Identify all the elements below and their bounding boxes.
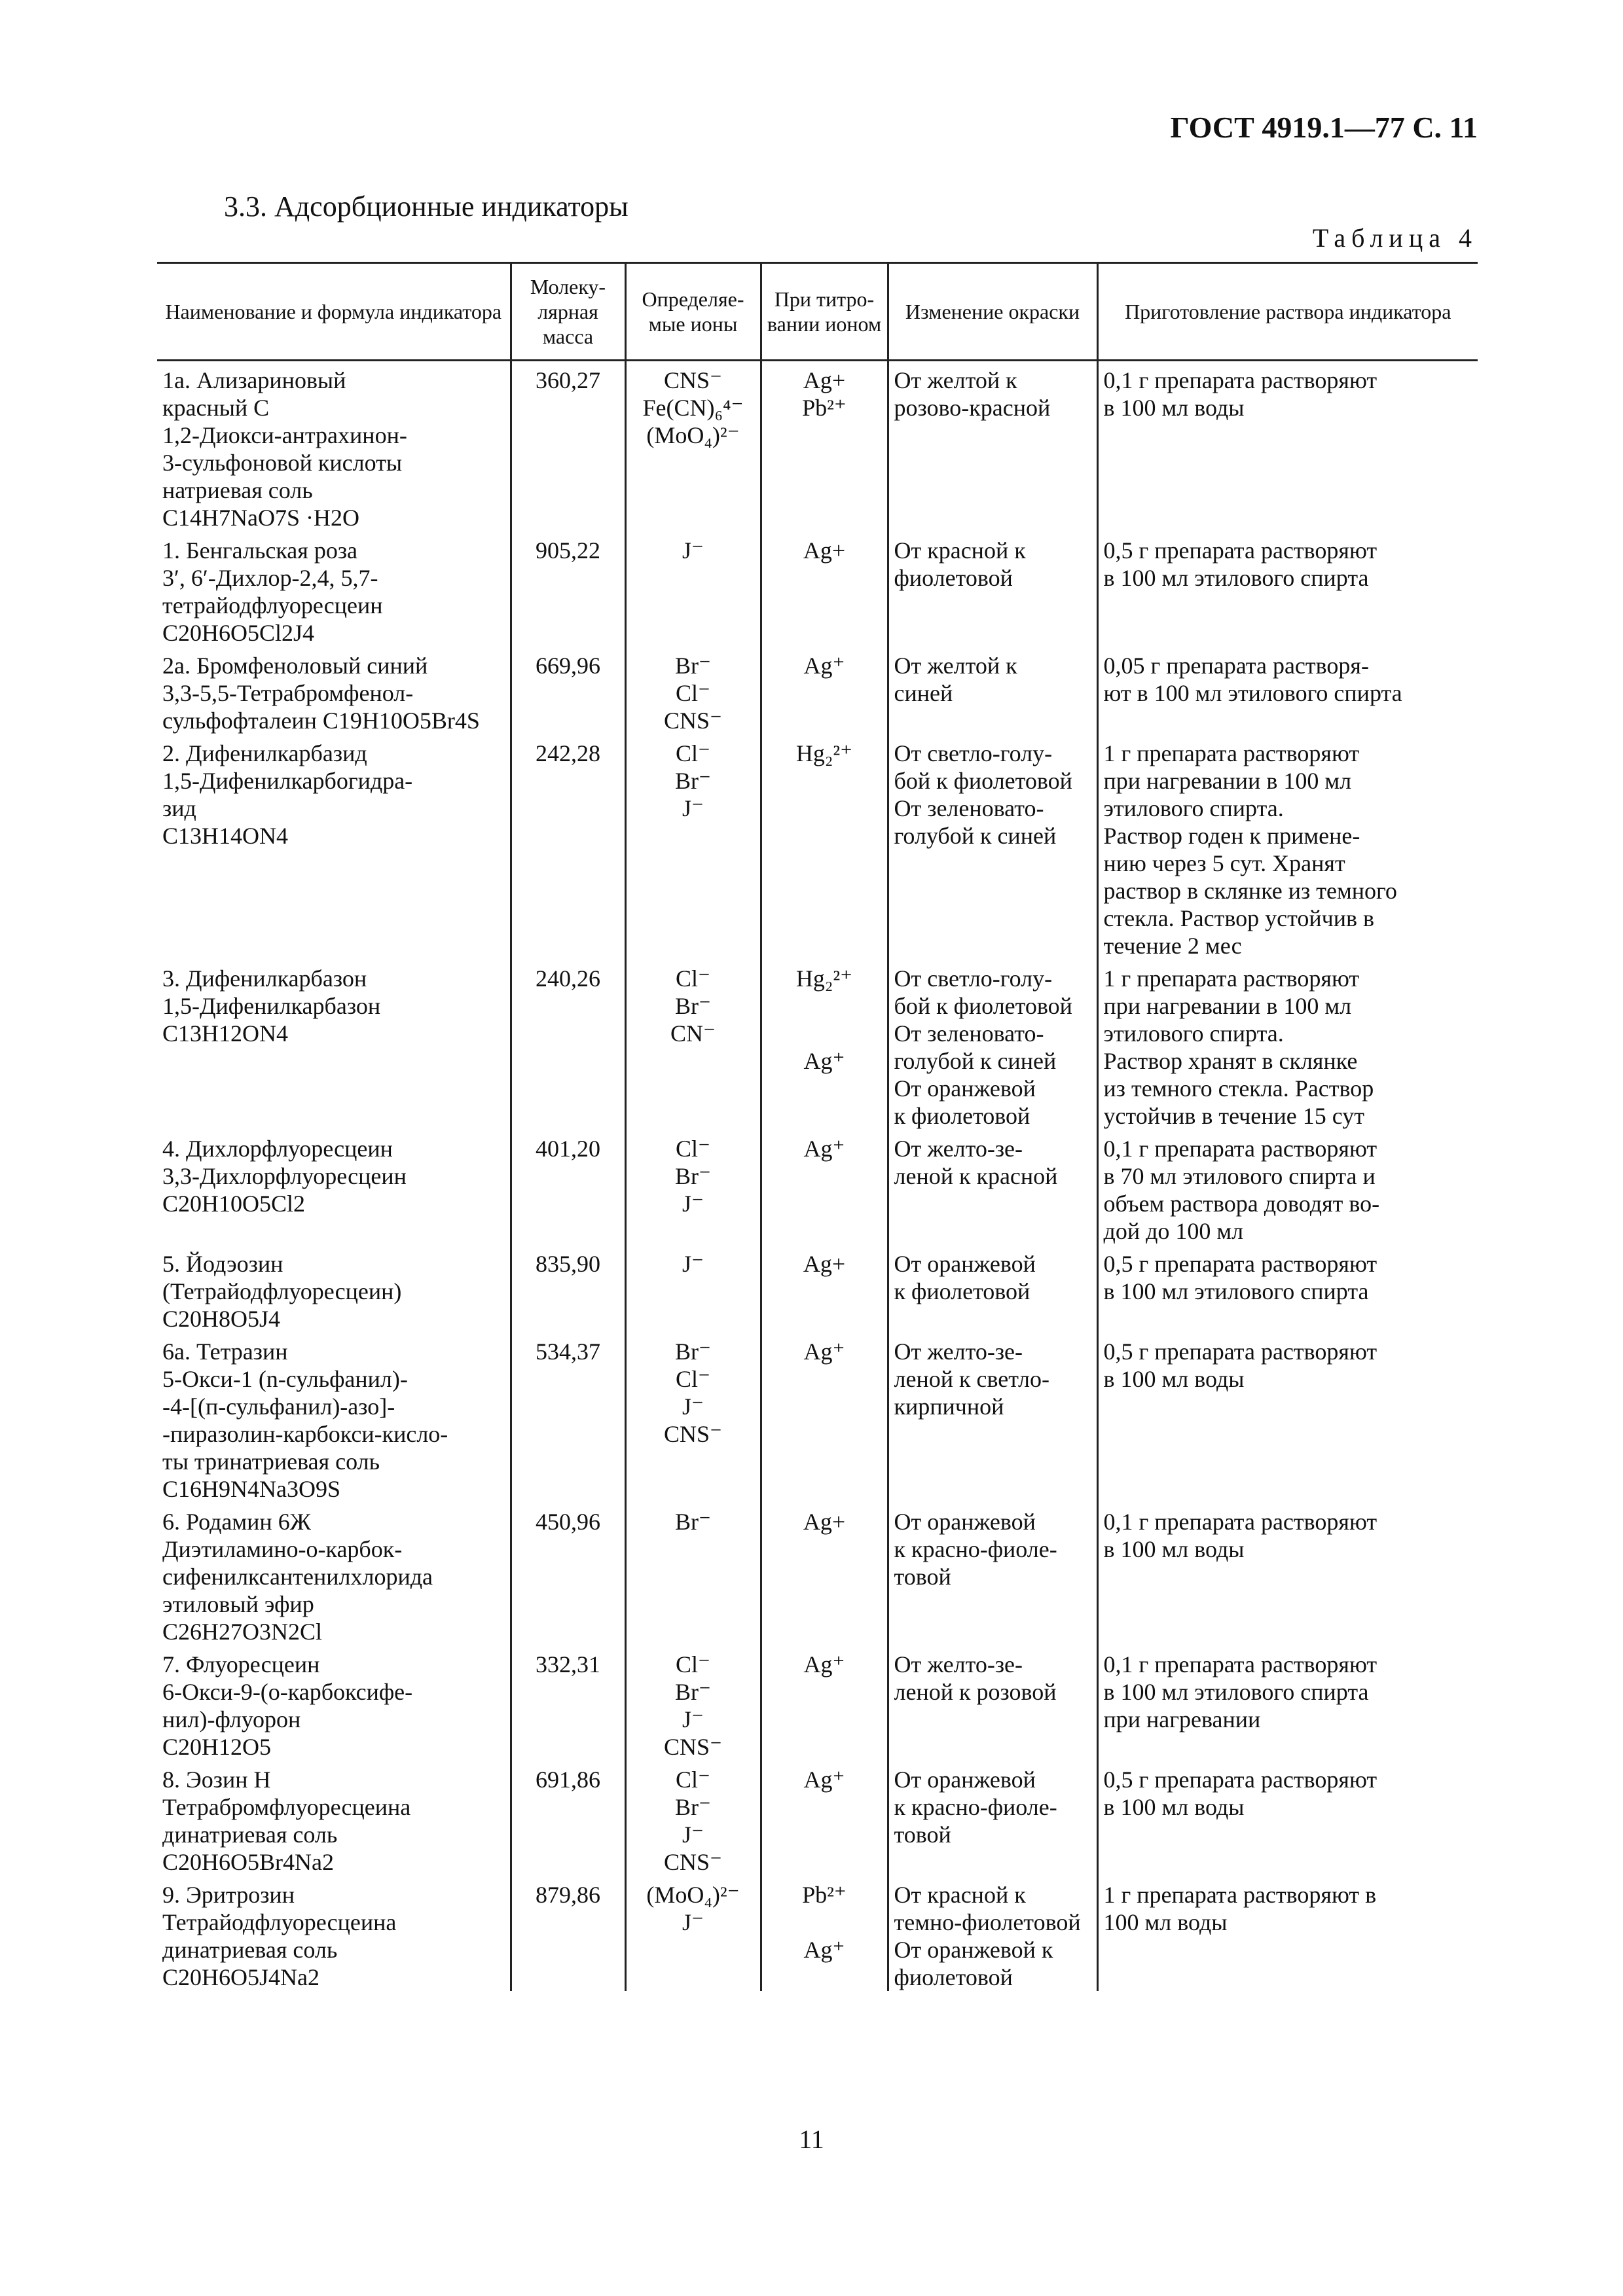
preparation-cell bbox=[1097, 1130, 1478, 1245]
preparation-cell bbox=[1097, 361, 1478, 532]
cell-line bbox=[767, 1020, 882, 1047]
cell-line: 6а. Тетразин bbox=[162, 1338, 288, 1365]
cell-line: 2а. Бромфеноловый синий bbox=[162, 653, 428, 679]
cell-line: Cl⁻ bbox=[675, 965, 710, 992]
preparation-cell bbox=[1097, 1333, 1478, 1503]
indicator-name-cell bbox=[157, 1503, 511, 1645]
cell-line: Ag⁺ bbox=[803, 1767, 845, 1793]
cell-line: (MoO₄)²⁻ bbox=[646, 422, 740, 448]
cell-line bbox=[767, 992, 882, 1020]
cell-line: 360,27 bbox=[536, 367, 600, 393]
preparation-cell bbox=[1097, 1876, 1478, 1991]
molecular-mass-cell bbox=[511, 1333, 625, 1503]
cell-line: 242,28 bbox=[536, 740, 600, 766]
cell-line: 8. Эозин Н bbox=[162, 1767, 271, 1793]
cell-line: 1 г препарата растворяют в bbox=[1103, 1882, 1377, 1908]
determined-ions-cell bbox=[625, 734, 761, 960]
color-change-cell bbox=[888, 734, 1097, 960]
cell-line: От красной к bbox=[894, 1882, 1026, 1908]
cell-line: нил)-флуорон bbox=[162, 1706, 301, 1732]
cell-line: C20H6O5Cl2J4 bbox=[162, 620, 315, 646]
table-row bbox=[157, 1245, 1478, 1333]
cell-line: 0,1 г препарата растворяют bbox=[1103, 1136, 1377, 1162]
cell-line: 100 мл воды bbox=[1103, 1909, 1228, 1935]
cell-line: Br⁻ bbox=[674, 1679, 711, 1705]
col-header-preparation: Приготовление раствора индикатора bbox=[1097, 263, 1478, 361]
cell-line: От желто-зе- bbox=[894, 1136, 1023, 1162]
cell-line: C20H8O5J4 bbox=[162, 1306, 281, 1332]
cell-line: леной к розовой bbox=[894, 1679, 1057, 1705]
cell-line: бой к фиолетовой bbox=[894, 993, 1072, 1019]
cell-line: Br⁻ bbox=[674, 1509, 711, 1535]
preparation-cell bbox=[1097, 960, 1478, 1130]
cell-line: 691,86 bbox=[536, 1767, 600, 1793]
cell-line: J⁻ bbox=[682, 1909, 704, 1935]
cell-line: Cl⁻ bbox=[675, 1651, 710, 1677]
cell-line: От желтой к bbox=[894, 653, 1017, 679]
col-header-color-change: Изменение окраски bbox=[888, 263, 1097, 361]
cell-line: CNS⁻ bbox=[663, 1734, 723, 1760]
indicator-name-cell bbox=[157, 1645, 511, 1761]
preparation-cell bbox=[1097, 1761, 1478, 1876]
cell-line: при нагревании bbox=[1103, 1706, 1261, 1732]
molecular-mass-cell bbox=[511, 1130, 625, 1245]
page-number: 11 bbox=[799, 2125, 824, 2154]
color-change-cell bbox=[888, 1876, 1097, 1991]
cell-line: 3,3-5,5-Тетрабромфенол- bbox=[162, 680, 414, 706]
cell-line: товой bbox=[894, 1821, 951, 1848]
cell-line: в 100 мл этилового спирта bbox=[1103, 1278, 1369, 1304]
cell-line: C20H12O5 bbox=[162, 1734, 272, 1760]
cell-line: фиолетовой bbox=[894, 1964, 1013, 1990]
table-row bbox=[157, 647, 1478, 734]
table-row bbox=[157, 531, 1478, 647]
determined-ions-cell bbox=[625, 1503, 761, 1645]
cell-line: в 100 мл этилового спирта bbox=[1103, 1679, 1369, 1705]
cell-line: C14H7NaO7S ·H2O bbox=[162, 505, 359, 531]
cell-line: Ag+ bbox=[803, 1509, 846, 1535]
cell-line: Раствор годен к примене- bbox=[1103, 823, 1360, 849]
cell-line: дой до 100 мл bbox=[1103, 1218, 1244, 1244]
color-change-cell bbox=[888, 1503, 1097, 1645]
cell-line: Br⁻ bbox=[674, 1163, 711, 1189]
cell-line: в 70 мл этилового спирта и bbox=[1103, 1163, 1376, 1189]
cell-line: От оранжевой bbox=[894, 1075, 1036, 1102]
cell-line: кирпичной bbox=[894, 1393, 1004, 1420]
cell-line: стекла. Раствор устойчив в bbox=[1103, 905, 1374, 931]
table-body bbox=[157, 361, 1478, 1992]
cell-line: J⁻ bbox=[682, 1191, 704, 1217]
cell-line: Fe(CN)₆⁴⁻ bbox=[642, 395, 744, 421]
cell-line: 0,5 г препарата растворяют bbox=[1103, 537, 1377, 564]
titrant-ion-cell bbox=[761, 1645, 888, 1761]
cell-line: в 100 мл воды bbox=[1103, 395, 1245, 421]
color-change-cell bbox=[888, 647, 1097, 734]
indicator-name-cell bbox=[157, 1761, 511, 1876]
cell-line: 0,5 г препарата растворяют bbox=[1103, 1338, 1377, 1365]
cell-line: Ag⁺ bbox=[803, 1048, 845, 1074]
cell-line: Тетрайодфлуоресцеина bbox=[162, 1909, 397, 1935]
cell-line: 0,1 г препарата растворяют bbox=[1103, 367, 1377, 393]
preparation-cell bbox=[1097, 1245, 1478, 1333]
cell-line: 534,37 bbox=[536, 1338, 600, 1365]
table-row bbox=[157, 361, 1478, 532]
table-row bbox=[157, 1645, 1478, 1761]
cell-line: 9. Эритрозин bbox=[162, 1882, 295, 1908]
cell-line: CNS⁻ bbox=[663, 1421, 723, 1447]
cell-line: 1,5-Дифенилкарбогидра- bbox=[162, 768, 413, 794]
titrant-ion-cell bbox=[761, 1245, 888, 1333]
cell-line: CNS⁻ bbox=[663, 1849, 723, 1875]
cell-line: темно-фиолетовой bbox=[894, 1909, 1081, 1935]
cell-line: 0,1 г препарата растворяют bbox=[1103, 1651, 1377, 1677]
cell-line: J⁻ bbox=[682, 537, 704, 564]
molecular-mass-cell bbox=[511, 1876, 625, 1991]
preparation-cell bbox=[1097, 647, 1478, 734]
titrant-ion-cell bbox=[761, 734, 888, 960]
titrant-ion-cell bbox=[761, 1876, 888, 1991]
page-header: ГОСТ 4919.1—77 С. 11 bbox=[1170, 111, 1478, 144]
col-header-titrant: При титро-вании ионом bbox=[761, 263, 888, 361]
cell-line: красный С bbox=[162, 395, 270, 421]
cell-line: От светло-голу- bbox=[894, 965, 1053, 992]
determined-ions-cell bbox=[625, 1333, 761, 1503]
cell-line: Hg₂²⁺ bbox=[795, 965, 853, 992]
cell-line: C16H9N4Na3O9S bbox=[162, 1476, 341, 1502]
determined-ions-cell bbox=[625, 361, 761, 532]
cell-line: Cl⁻ bbox=[675, 680, 710, 706]
cell-line: 401,20 bbox=[536, 1136, 600, 1162]
cell-line: CNS⁻ bbox=[663, 708, 723, 734]
cell-line: 7. Флуоресцеин bbox=[162, 1651, 320, 1677]
cell-line: 6-Окси-9-(о-карбоксифе- bbox=[162, 1679, 413, 1705]
determined-ions-cell bbox=[625, 647, 761, 734]
cell-line: этиловый эфир bbox=[162, 1591, 314, 1617]
cell-line: 0,5 г препарата растворяют bbox=[1103, 1767, 1377, 1793]
cell-line: Br⁻ bbox=[674, 1794, 711, 1820]
col-header-ions: Определяе-мые ионы bbox=[625, 263, 761, 361]
cell-line: C13H12ON4 bbox=[162, 1020, 289, 1047]
cell-line: Ag+ bbox=[803, 1251, 846, 1277]
preparation-cell bbox=[1097, 1645, 1478, 1761]
determined-ions-cell bbox=[625, 1761, 761, 1876]
indicator-name-cell bbox=[157, 531, 511, 647]
cell-line: От желтой к bbox=[894, 367, 1017, 393]
cell-line: C20H6O5Br4Na2 bbox=[162, 1849, 334, 1875]
cell-line: От красной к bbox=[894, 537, 1026, 564]
cell-line: От оранжевой к bbox=[894, 1937, 1053, 1963]
cell-line: 879,86 bbox=[536, 1882, 600, 1908]
determined-ions-cell bbox=[625, 1876, 761, 1991]
cell-line: От светло-голу- bbox=[894, 740, 1053, 766]
cell-line: От оранжевой bbox=[894, 1251, 1036, 1277]
cell-line: Диэтиламино-о-карбок- bbox=[162, 1536, 403, 1562]
cell-line: Cl⁻ bbox=[675, 740, 710, 766]
cell-line: J⁻ bbox=[682, 1393, 704, 1420]
cell-line: 3,3-Дихлорфлуоресцеин bbox=[162, 1163, 407, 1189]
cell-line: Cl⁻ bbox=[675, 1366, 710, 1392]
cell-line: Br⁻ bbox=[674, 768, 711, 794]
cell-line: бой к фиолетовой bbox=[894, 768, 1072, 794]
cell-line: 3. Дифенилкарбазон bbox=[162, 965, 367, 992]
determined-ions-cell bbox=[625, 531, 761, 647]
color-change-cell bbox=[888, 361, 1097, 532]
titrant-ion-cell bbox=[761, 361, 888, 532]
cell-line: Ag⁺ bbox=[803, 1136, 845, 1162]
titrant-ion-cell bbox=[761, 647, 888, 734]
table-row bbox=[157, 734, 1478, 960]
indicator-name-cell bbox=[157, 1245, 511, 1333]
table-row bbox=[157, 1333, 1478, 1503]
cell-line: к красно-фиоле- bbox=[894, 1536, 1057, 1562]
titrant-ion-cell bbox=[761, 531, 888, 647]
cell-line: 5-Окси-1 (n-сульфанил)- bbox=[162, 1366, 408, 1392]
cell-line: Br⁻ bbox=[674, 1338, 711, 1365]
cell-line: ты тринатриевая соль bbox=[162, 1448, 380, 1475]
cell-line: C20H6O5J4Na2 bbox=[162, 1964, 319, 1990]
indicator-name-cell bbox=[157, 361, 511, 532]
col-header-name: Наименование и формула индикатора bbox=[157, 263, 511, 361]
molecular-mass-cell bbox=[511, 960, 625, 1130]
cell-line: 1,2-Диокси-антрахинон- bbox=[162, 422, 407, 448]
determined-ions-cell bbox=[625, 960, 761, 1130]
cell-line bbox=[767, 1909, 882, 1936]
indicator-name-cell bbox=[157, 1333, 511, 1503]
cell-line: к красно-фиоле- bbox=[894, 1794, 1057, 1820]
cell-line: J⁻ bbox=[682, 1821, 704, 1848]
cell-line: течение 2 мес bbox=[1103, 933, 1242, 959]
determined-ions-cell bbox=[625, 1645, 761, 1761]
indicator-name-cell bbox=[157, 960, 511, 1130]
cell-line: устойчив в течение 15 сут bbox=[1103, 1103, 1365, 1129]
color-change-cell bbox=[888, 1245, 1097, 1333]
molecular-mass-cell bbox=[511, 1245, 625, 1333]
cell-line: -4-[(п-сульфанил)-азо]- bbox=[162, 1393, 395, 1420]
cell-line: 1. Бенгальская роза bbox=[162, 537, 358, 564]
cell-line: при нагревании в 100 мл bbox=[1103, 993, 1352, 1019]
cell-line: фиолетовой bbox=[894, 565, 1013, 591]
cell-line: 332,31 bbox=[536, 1651, 600, 1677]
cell-line: От желто-зе- bbox=[894, 1338, 1023, 1365]
cell-line: Ag⁺ bbox=[803, 1937, 845, 1963]
cell-line: ют в 100 мл этилового спирта bbox=[1103, 680, 1402, 706]
cell-line: при нагревании в 100 мл bbox=[1103, 768, 1352, 794]
cell-line: из темного стекла. Раствор bbox=[1103, 1075, 1374, 1102]
cell-line: 0,5 г препарата растворяют bbox=[1103, 1251, 1377, 1277]
col-header-mass: Молеку-лярная масса bbox=[511, 263, 625, 361]
cell-line: Cl⁻ bbox=[675, 1767, 710, 1793]
table-row bbox=[157, 1876, 1478, 1991]
section-title: 3.3. Адсорбционные индикаторы bbox=[224, 190, 629, 223]
color-change-cell bbox=[888, 531, 1097, 647]
cell-line: 669,96 bbox=[536, 653, 600, 679]
color-change-cell bbox=[888, 1333, 1097, 1503]
cell-line: 5. Йодэозин bbox=[162, 1251, 283, 1277]
cell-line: J⁻ bbox=[682, 1251, 704, 1277]
cell-line: CN⁻ bbox=[670, 1020, 716, 1047]
molecular-mass-cell bbox=[511, 1761, 625, 1876]
cell-line: (Тетрайодфлуоресцеин) bbox=[162, 1278, 402, 1304]
cell-line: Pb²⁺ bbox=[802, 395, 847, 421]
titrant-ion-cell bbox=[761, 1761, 888, 1876]
determined-ions-cell bbox=[625, 1245, 761, 1333]
cell-line: леной к красной bbox=[894, 1163, 1058, 1189]
indicator-name-cell bbox=[157, 734, 511, 960]
cell-line: 2. Дифенилкарбазид bbox=[162, 740, 367, 766]
color-change-cell bbox=[888, 1761, 1097, 1876]
cell-line: динатриевая соль bbox=[162, 1937, 338, 1963]
molecular-mass-cell bbox=[511, 361, 625, 532]
cell-line: C20H10O5Cl2 bbox=[162, 1191, 306, 1217]
cell-line: 835,90 bbox=[536, 1251, 600, 1277]
cell-line: раствор в склянке из темного bbox=[1103, 878, 1397, 904]
cell-line: 240,26 bbox=[536, 965, 600, 992]
cell-line: товой bbox=[894, 1564, 951, 1590]
cell-line: голубой к синей bbox=[894, 1048, 1057, 1074]
cell-line: 3′, 6′-Дихлор-2,4, 5,7- bbox=[162, 565, 378, 591]
titrant-ion-cell bbox=[761, 1130, 888, 1245]
cell-line: Ag⁺ bbox=[803, 653, 845, 679]
cell-line: От оранжевой bbox=[894, 1509, 1036, 1535]
cell-line: к фиолетовой bbox=[894, 1278, 1030, 1304]
cell-line: натриевая соль bbox=[162, 477, 313, 503]
cell-line: 450,96 bbox=[536, 1509, 600, 1535]
cell-line: в 100 мл воды bbox=[1103, 1536, 1245, 1562]
cell-line: 1 г препарата растворяют bbox=[1103, 740, 1360, 766]
molecular-mass-cell bbox=[511, 1645, 625, 1761]
cell-line: От зеленовато- bbox=[894, 1020, 1044, 1047]
cell-line: динатриевая соль bbox=[162, 1821, 338, 1848]
cell-line: От желто-зе- bbox=[894, 1651, 1023, 1677]
preparation-cell bbox=[1097, 531, 1478, 647]
cell-line: этилового спирта. bbox=[1103, 1020, 1284, 1047]
indicator-name-cell bbox=[157, 1130, 511, 1245]
cell-line: тетрайодфлуоресцеин bbox=[162, 592, 383, 619]
molecular-mass-cell bbox=[511, 734, 625, 960]
titrant-ion-cell bbox=[761, 1333, 888, 1503]
titrant-ion-cell bbox=[761, 960, 888, 1130]
cell-line: 3-сульфоновой кислоты bbox=[162, 450, 403, 476]
cell-line: сульфофталеин C19H10O5Br4S bbox=[162, 708, 480, 734]
cell-line: 0,1 г препарата растворяют bbox=[1103, 1509, 1377, 1535]
table-row bbox=[157, 1503, 1478, 1645]
cell-line: к фиолетовой bbox=[894, 1103, 1030, 1129]
indicator-name-cell bbox=[157, 1876, 511, 1991]
preparation-cell bbox=[1097, 1503, 1478, 1645]
table-row bbox=[157, 1130, 1478, 1245]
molecular-mass-cell bbox=[511, 1503, 625, 1645]
cell-line: в 100 мл воды bbox=[1103, 1794, 1245, 1820]
cell-line: 0,05 г препарата растворя- bbox=[1103, 653, 1369, 679]
cell-line: 905,22 bbox=[536, 537, 600, 564]
cell-line: в 100 мл этилового спирта bbox=[1103, 565, 1369, 591]
cell-line: От зеленовато- bbox=[894, 795, 1044, 821]
cell-line: Ag⁺ bbox=[803, 1651, 845, 1677]
cell-line: зид bbox=[162, 795, 196, 821]
cell-line: J⁻ bbox=[682, 795, 704, 821]
cell-line: нию через 5 сут. Хранят bbox=[1103, 850, 1345, 876]
cell-line: этилового спирта. bbox=[1103, 795, 1284, 821]
color-change-cell bbox=[888, 960, 1097, 1130]
cell-line: синей bbox=[894, 680, 953, 706]
cell-line: 4. Дихлорфлуоресцеин bbox=[162, 1136, 393, 1162]
table-header-row bbox=[157, 263, 1478, 361]
cell-line: 6. Родамин 6Ж bbox=[162, 1509, 311, 1535]
color-change-cell bbox=[888, 1130, 1097, 1245]
cell-line: Раствор хранят в склянке bbox=[1103, 1048, 1358, 1074]
cell-line: CNS⁻ bbox=[663, 367, 723, 393]
cell-line: 1 г препарата растворяют bbox=[1103, 965, 1360, 992]
indicators-table bbox=[157, 262, 1478, 1991]
cell-line: Br⁻ bbox=[674, 993, 711, 1019]
cell-line: C26H27O3N2Cl bbox=[162, 1619, 323, 1645]
table-row bbox=[157, 1761, 1478, 1876]
cell-line: 1,5-Дифенилкарбазон bbox=[162, 993, 381, 1019]
molecular-mass-cell bbox=[511, 531, 625, 647]
cell-line: розово-красной bbox=[894, 395, 1051, 421]
titrant-ion-cell bbox=[761, 1503, 888, 1645]
table-row bbox=[157, 960, 1478, 1130]
indicator-name-cell bbox=[157, 647, 511, 734]
cell-line: сифенилксантенилхлорида bbox=[162, 1564, 433, 1590]
cell-line: Ag+ bbox=[803, 537, 846, 564]
cell-line: Тетрабромфлуоресцеина bbox=[162, 1794, 411, 1820]
cell-line: 1а. Ализариновый bbox=[162, 367, 346, 393]
cell-line: Ag⁺ bbox=[803, 1338, 845, 1365]
cell-line: J⁻ bbox=[682, 1706, 704, 1732]
cell-line: голубой к синей bbox=[894, 823, 1057, 849]
preparation-cell bbox=[1097, 734, 1478, 960]
cell-line: Hg₂²⁺ bbox=[795, 740, 853, 766]
determined-ions-cell bbox=[625, 1130, 761, 1245]
cell-line: объем раствора доводят во- bbox=[1103, 1191, 1380, 1217]
cell-line: C13H14ON4 bbox=[162, 823, 289, 849]
cell-line: в 100 мл воды bbox=[1103, 1366, 1245, 1392]
cell-line: Br⁻ bbox=[674, 653, 711, 679]
cell-line: Ag+ bbox=[803, 367, 846, 393]
cell-line: -пиразолин-карбокси-кисло- bbox=[162, 1421, 448, 1447]
table-caption: Таблица 4 bbox=[1312, 223, 1478, 253]
color-change-cell bbox=[888, 1645, 1097, 1761]
cell-line: (MoO₄)²⁻ bbox=[646, 1882, 740, 1908]
cell-line: От оранжевой bbox=[894, 1767, 1036, 1793]
cell-line: Pb²⁺ bbox=[802, 1882, 847, 1908]
cell-line: Cl⁻ bbox=[675, 1136, 710, 1162]
molecular-mass-cell bbox=[511, 647, 625, 734]
cell-line: леной к светло- bbox=[894, 1366, 1049, 1392]
